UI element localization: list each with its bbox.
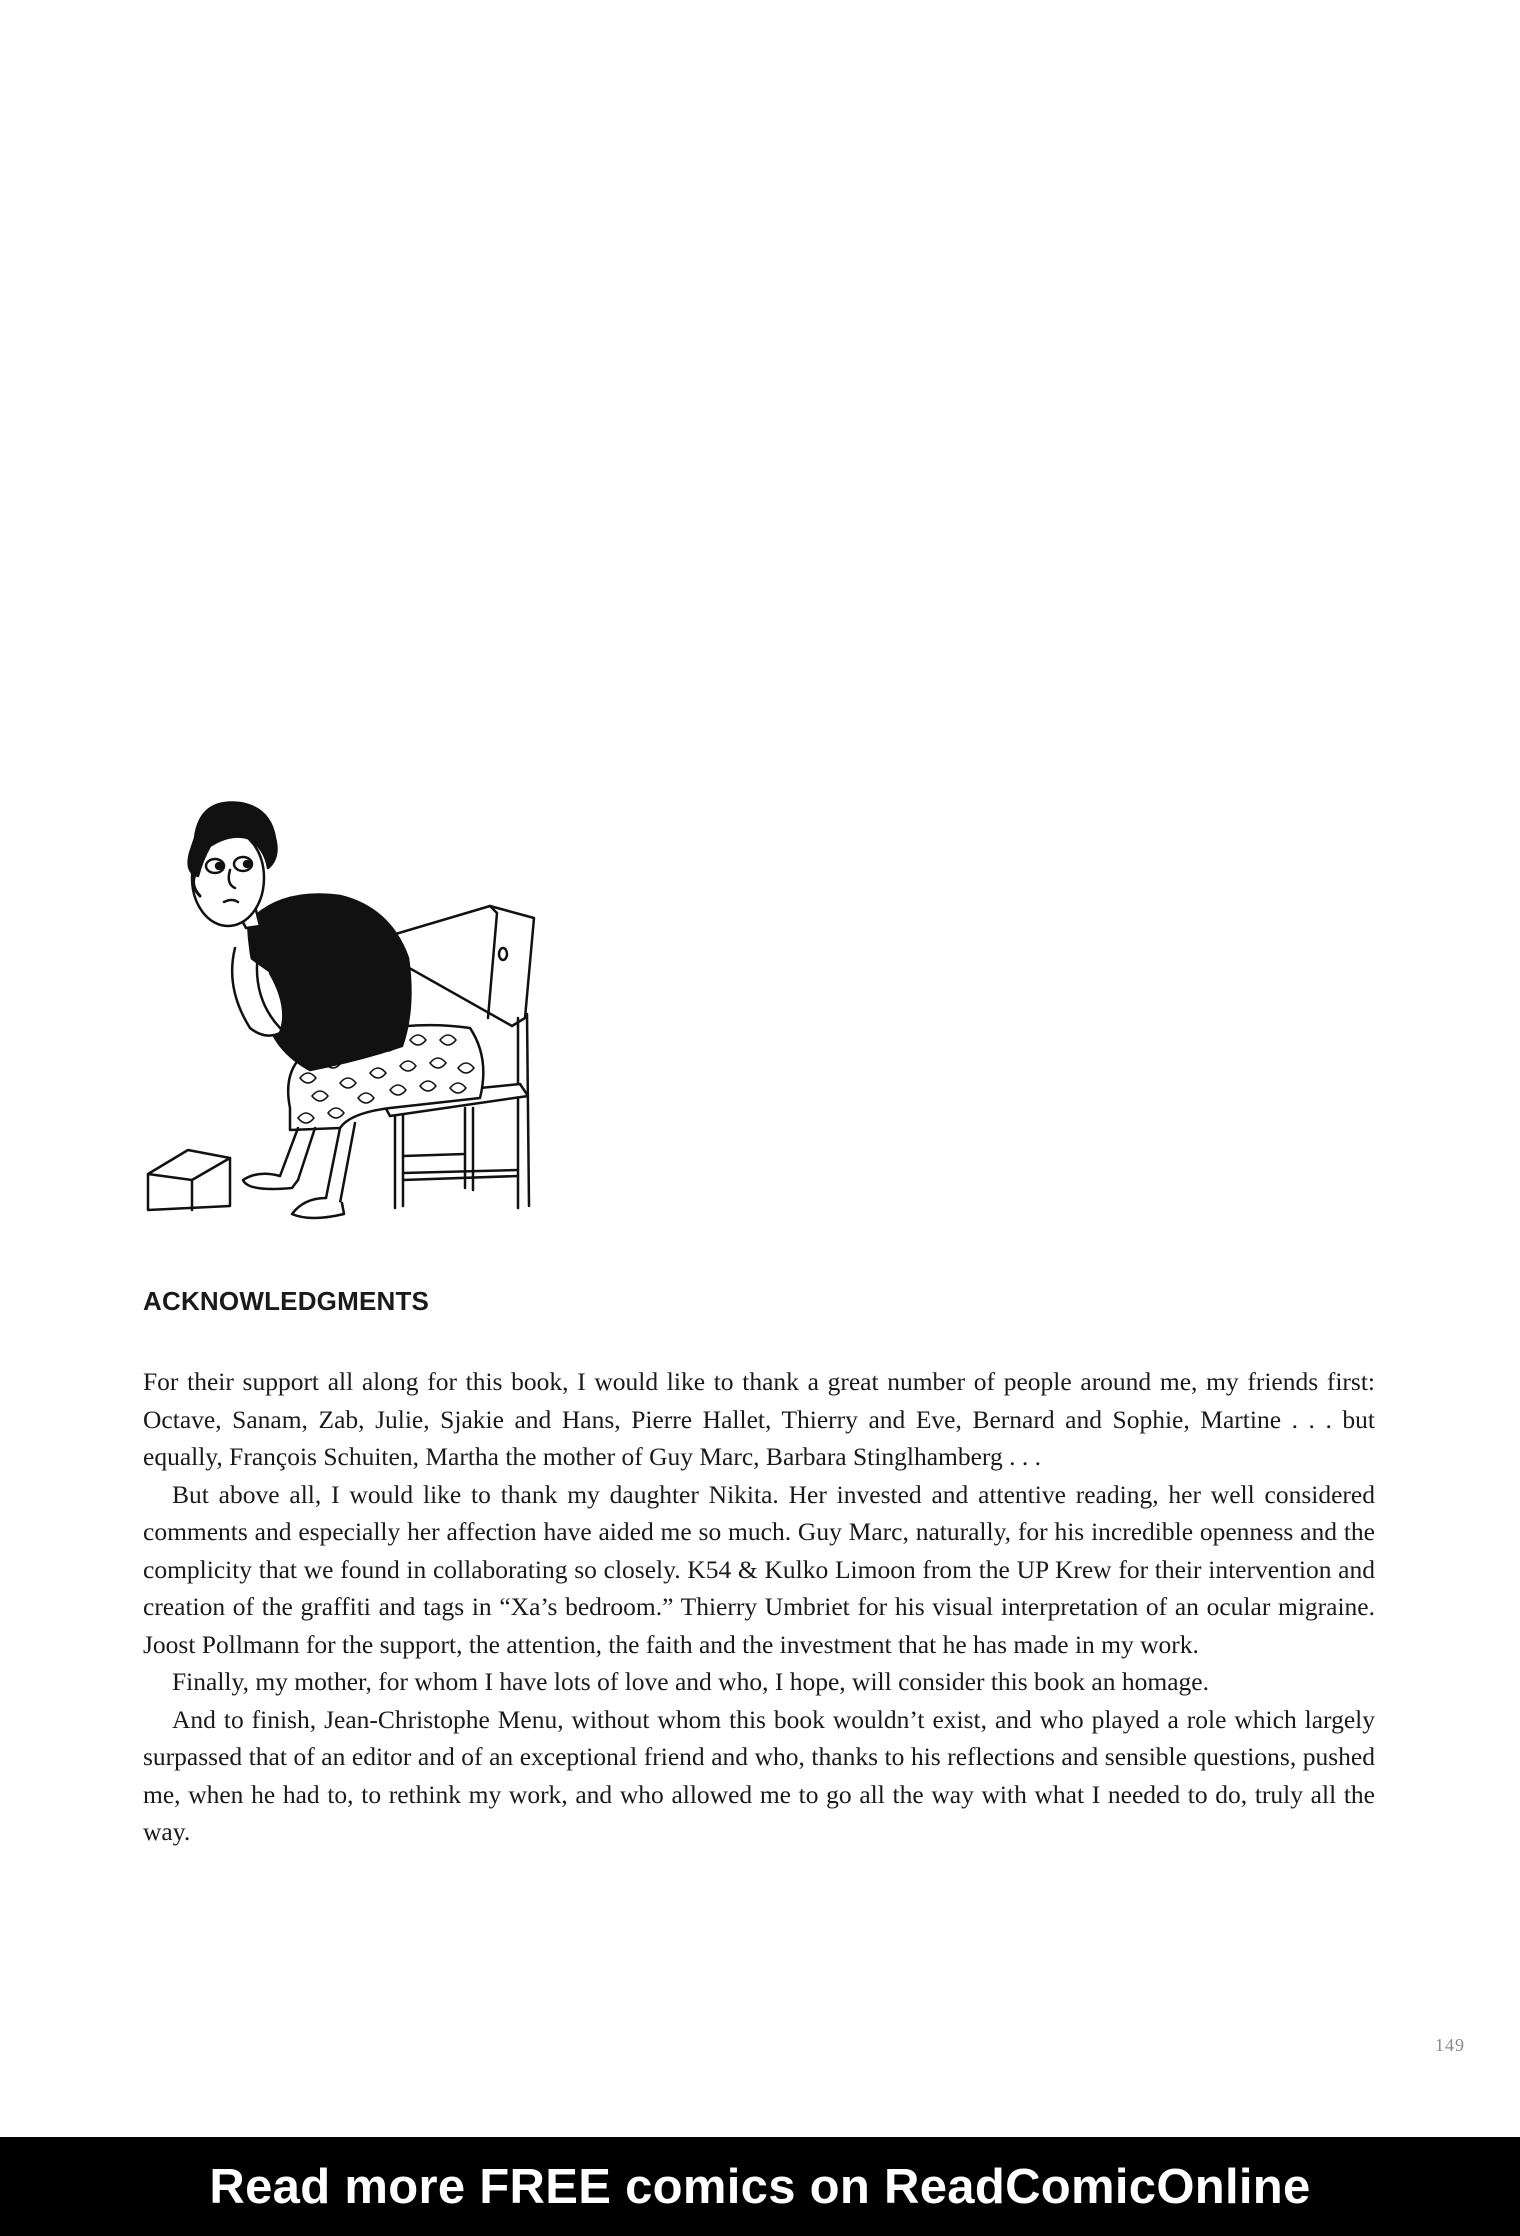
paragraph: But above all, I would like to thank my daughter Nikita. Her invested and attentive reading, her well considered comments and especially her affection have aided me so much. Guy Marc, naturally, for his incredible openness and the complicity that we found in collaborating so closely. K54 & Kulko Limoon from the UP Krew for their intervention and creation of the graffiti and tags in “Xa’s bedroom.” Thierry Umbriet for his visual interpretation of an ocular migraine. Joost Pollmann for the support, the attention, the faith and the investment that he has made in my work. (143, 1479, 1375, 1659)
page-title: ACKNOWLEDGMENTS (143, 1286, 430, 1316)
paragraph: Finally, my mother, for whom I have lots of love and who, I hope, will consider this book an homage. (172, 1667, 1209, 1696)
woman-on-chair-illustration (140, 778, 540, 1230)
page-number: 149 (1435, 2035, 1465, 2055)
paragraph: And to finish, Jean-Christophe Menu, without whom this book wouldn’t exist, and who played a role which largely surpassed that of an editor and of an exceptional friend and who, thanks to his reflections and sensible questions, pushed me, when he had to, to rethink my work, and who allowed me to go all the way with what I needed to do, truly all the way. (143, 1704, 1375, 1846)
paragraph: For their support all along for this book, I would like to thank a great number of people around me, my friends first: Octave, Sanam, Zab, Julie, Sjakie and Hans, Pierre Hallet, Thierry and Eve, Bernard and Sophie, Martine . . . but equally, François Schuiten, Martha the mother of Guy Marc, Barbara Stinglhamberg . . . (143, 1367, 1375, 1471)
acknowledgments-text (143, 1363, 1375, 1851)
woman-on-chair-drawing (140, 778, 540, 1230)
promo-banner-text[interactable]: Read more FREE comics on ReadComicOnline (209, 2159, 1311, 2214)
promo-banner[interactable] (0, 2137, 1520, 2236)
